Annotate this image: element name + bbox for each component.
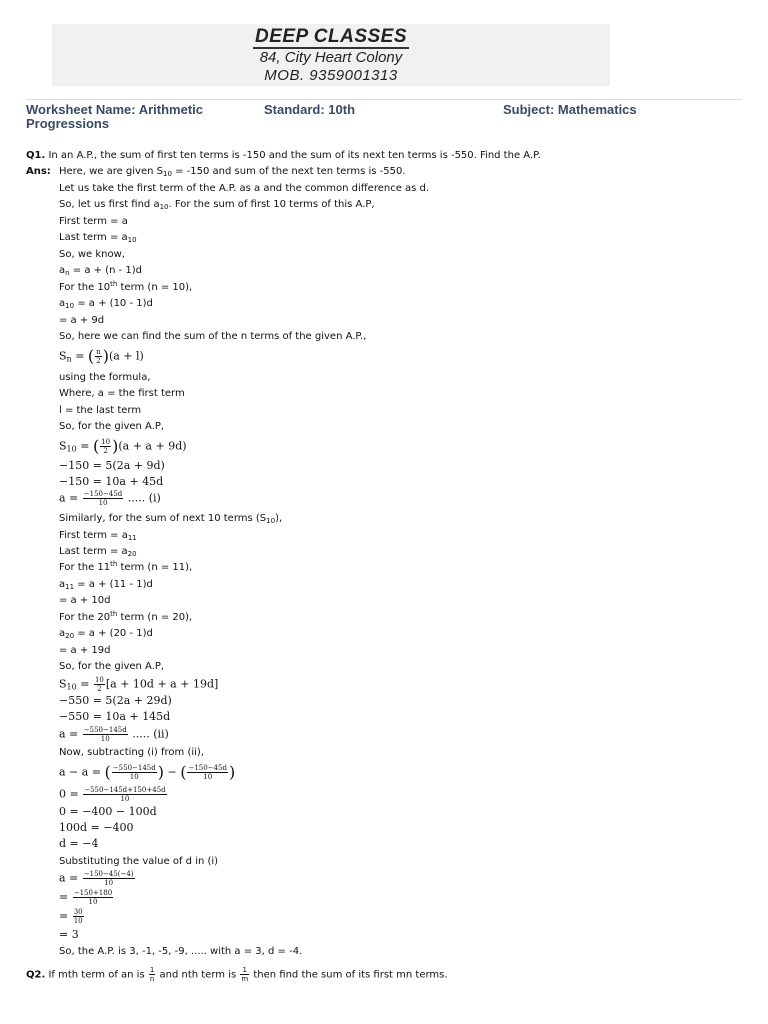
- answer-line: $a_{10} = a + (10 - 1)d$: [59, 298, 153, 310]
- answer-label: Ans:: [26, 166, 51, 177]
- answer-line: So, we know,: [59, 249, 125, 260]
- worksheet-name: Worksheet Name: Arithmetic Progressions: [26, 102, 203, 131]
- answer-line: $a_{20} = a + (20 - 1)d$: [59, 628, 153, 640]
- math-line: −550 = 5(2a + 29d): [59, 694, 172, 707]
- answer-conclusion: So, the A.P. is 3, -1, -5, -9, ..... with a = 3, d = -4.: [59, 946, 303, 957]
- answer-line: Similarly, for the sum of next 10 terms $(S_{10})$,: [59, 513, 283, 525]
- answer-line: So, let us first find $a_{10}$. For the sum of first 10 terms of this A.P,: [59, 199, 375, 211]
- answer-line: Last term = $a_{10}$: [59, 232, 137, 244]
- math-line: 0 = −400 − 100d: [59, 805, 157, 818]
- answer-line: = a + 9d: [59, 315, 105, 326]
- answer-line: $a_{11} = a + (11 - 1)d$: [59, 579, 153, 591]
- answer-line: Let us take the first term of the A.P. as a and the common difference as d.: [59, 183, 430, 194]
- math-line: −550 = 10a + 145d: [59, 710, 171, 723]
- math-line: $S_{10}$ = ( $\frac{10}{2}$ )(a + a + 9d): [59, 436, 187, 456]
- school-phone: MOB. 9359001313: [264, 67, 398, 84]
- math-line: = 3: [59, 928, 79, 941]
- math-line: $S_{10}$ = $\frac{10}{2}$ [a + 10d + a + 19d]: [59, 676, 219, 693]
- answer-line: l = the last term: [59, 405, 142, 416]
- answer-line: Last term = $a_{20}$: [59, 546, 137, 558]
- math-line: = $\frac{30}{10}$: [59, 908, 83, 925]
- math-line: −150 = 10a + 45d: [59, 475, 164, 488]
- answer-line: So, for the given A.P,: [59, 661, 165, 672]
- question-2: Q2. If mth term of an is $\frac{1}{n}$ and nth term is $\frac{1}{m}$ then find the sum of its first mn terms.: [26, 966, 448, 983]
- answer-line: using the formula,: [59, 372, 151, 383]
- answer-line: $a_n = a + (n - 1)d$: [59, 265, 142, 277]
- answer-line: For the 20th term (n = 20),: [59, 610, 193, 623]
- math-line: a = $\frac{-550-145d}{10}$ ..... (ii): [59, 726, 169, 743]
- standard-label: Standard: 10th: [264, 102, 356, 117]
- answer-line: For the 10th term (n = 10),: [59, 280, 193, 293]
- answer-line: = a + 19d: [59, 645, 111, 656]
- subject-label: Subject: Mathematics: [503, 102, 637, 117]
- answer-line: = a + 10d: [59, 595, 111, 606]
- math-line: 0 = $\frac{-550-145d+150+45d}{10}$: [59, 786, 166, 803]
- math-line: −150 = 5(2a + 9d): [59, 459, 165, 472]
- answer-line: Now, subtracting (i) from (ii),: [59, 747, 204, 758]
- question-1: Q1. In an A.P., the sum of first ten terms is -150 and the sum of its next ten terms is -550. Find the A.P.: [26, 150, 541, 161]
- answer-line: First term = $a_{11}$: [59, 530, 137, 542]
- math-line: a = $\frac{-150-45(-4)}{10}$: [59, 870, 134, 887]
- school-name: DEEP CLASSES: [254, 26, 408, 47]
- math-line: $S_n$ = ( $\frac{n}{2}$ )(a + l): [59, 346, 144, 366]
- math-line: 100d = −400: [59, 821, 134, 834]
- answer-line: So, here we can find the sum of the n terms of the given A.P.,: [59, 331, 367, 342]
- answer-line: So, for the given A.P,: [59, 421, 165, 432]
- answer-line: For the 11th term (n = 11),: [59, 560, 193, 573]
- math-line: a − a = ( $\frac{-550-145d}{10}$ ) − ( $\frac{-150-45d}{10}$ ): [59, 762, 236, 782]
- answer-line: Substituting the value of d in (i): [59, 856, 219, 867]
- answer-line: First term = a: [59, 216, 128, 227]
- school-address: 84, City Heart Colony: [259, 49, 403, 66]
- math-line: = $\frac{-150+180}{10}$: [59, 889, 113, 906]
- answer-line: Here, we are given $S_{10} = -150$ and sum of the next ten terms is -550.: [59, 166, 406, 178]
- math-line: a = $\frac{-150-45d}{10}$ ..... (i): [59, 490, 161, 507]
- math-line: d = −4: [59, 837, 99, 850]
- answer-line: Where, a = the first term: [59, 388, 185, 399]
